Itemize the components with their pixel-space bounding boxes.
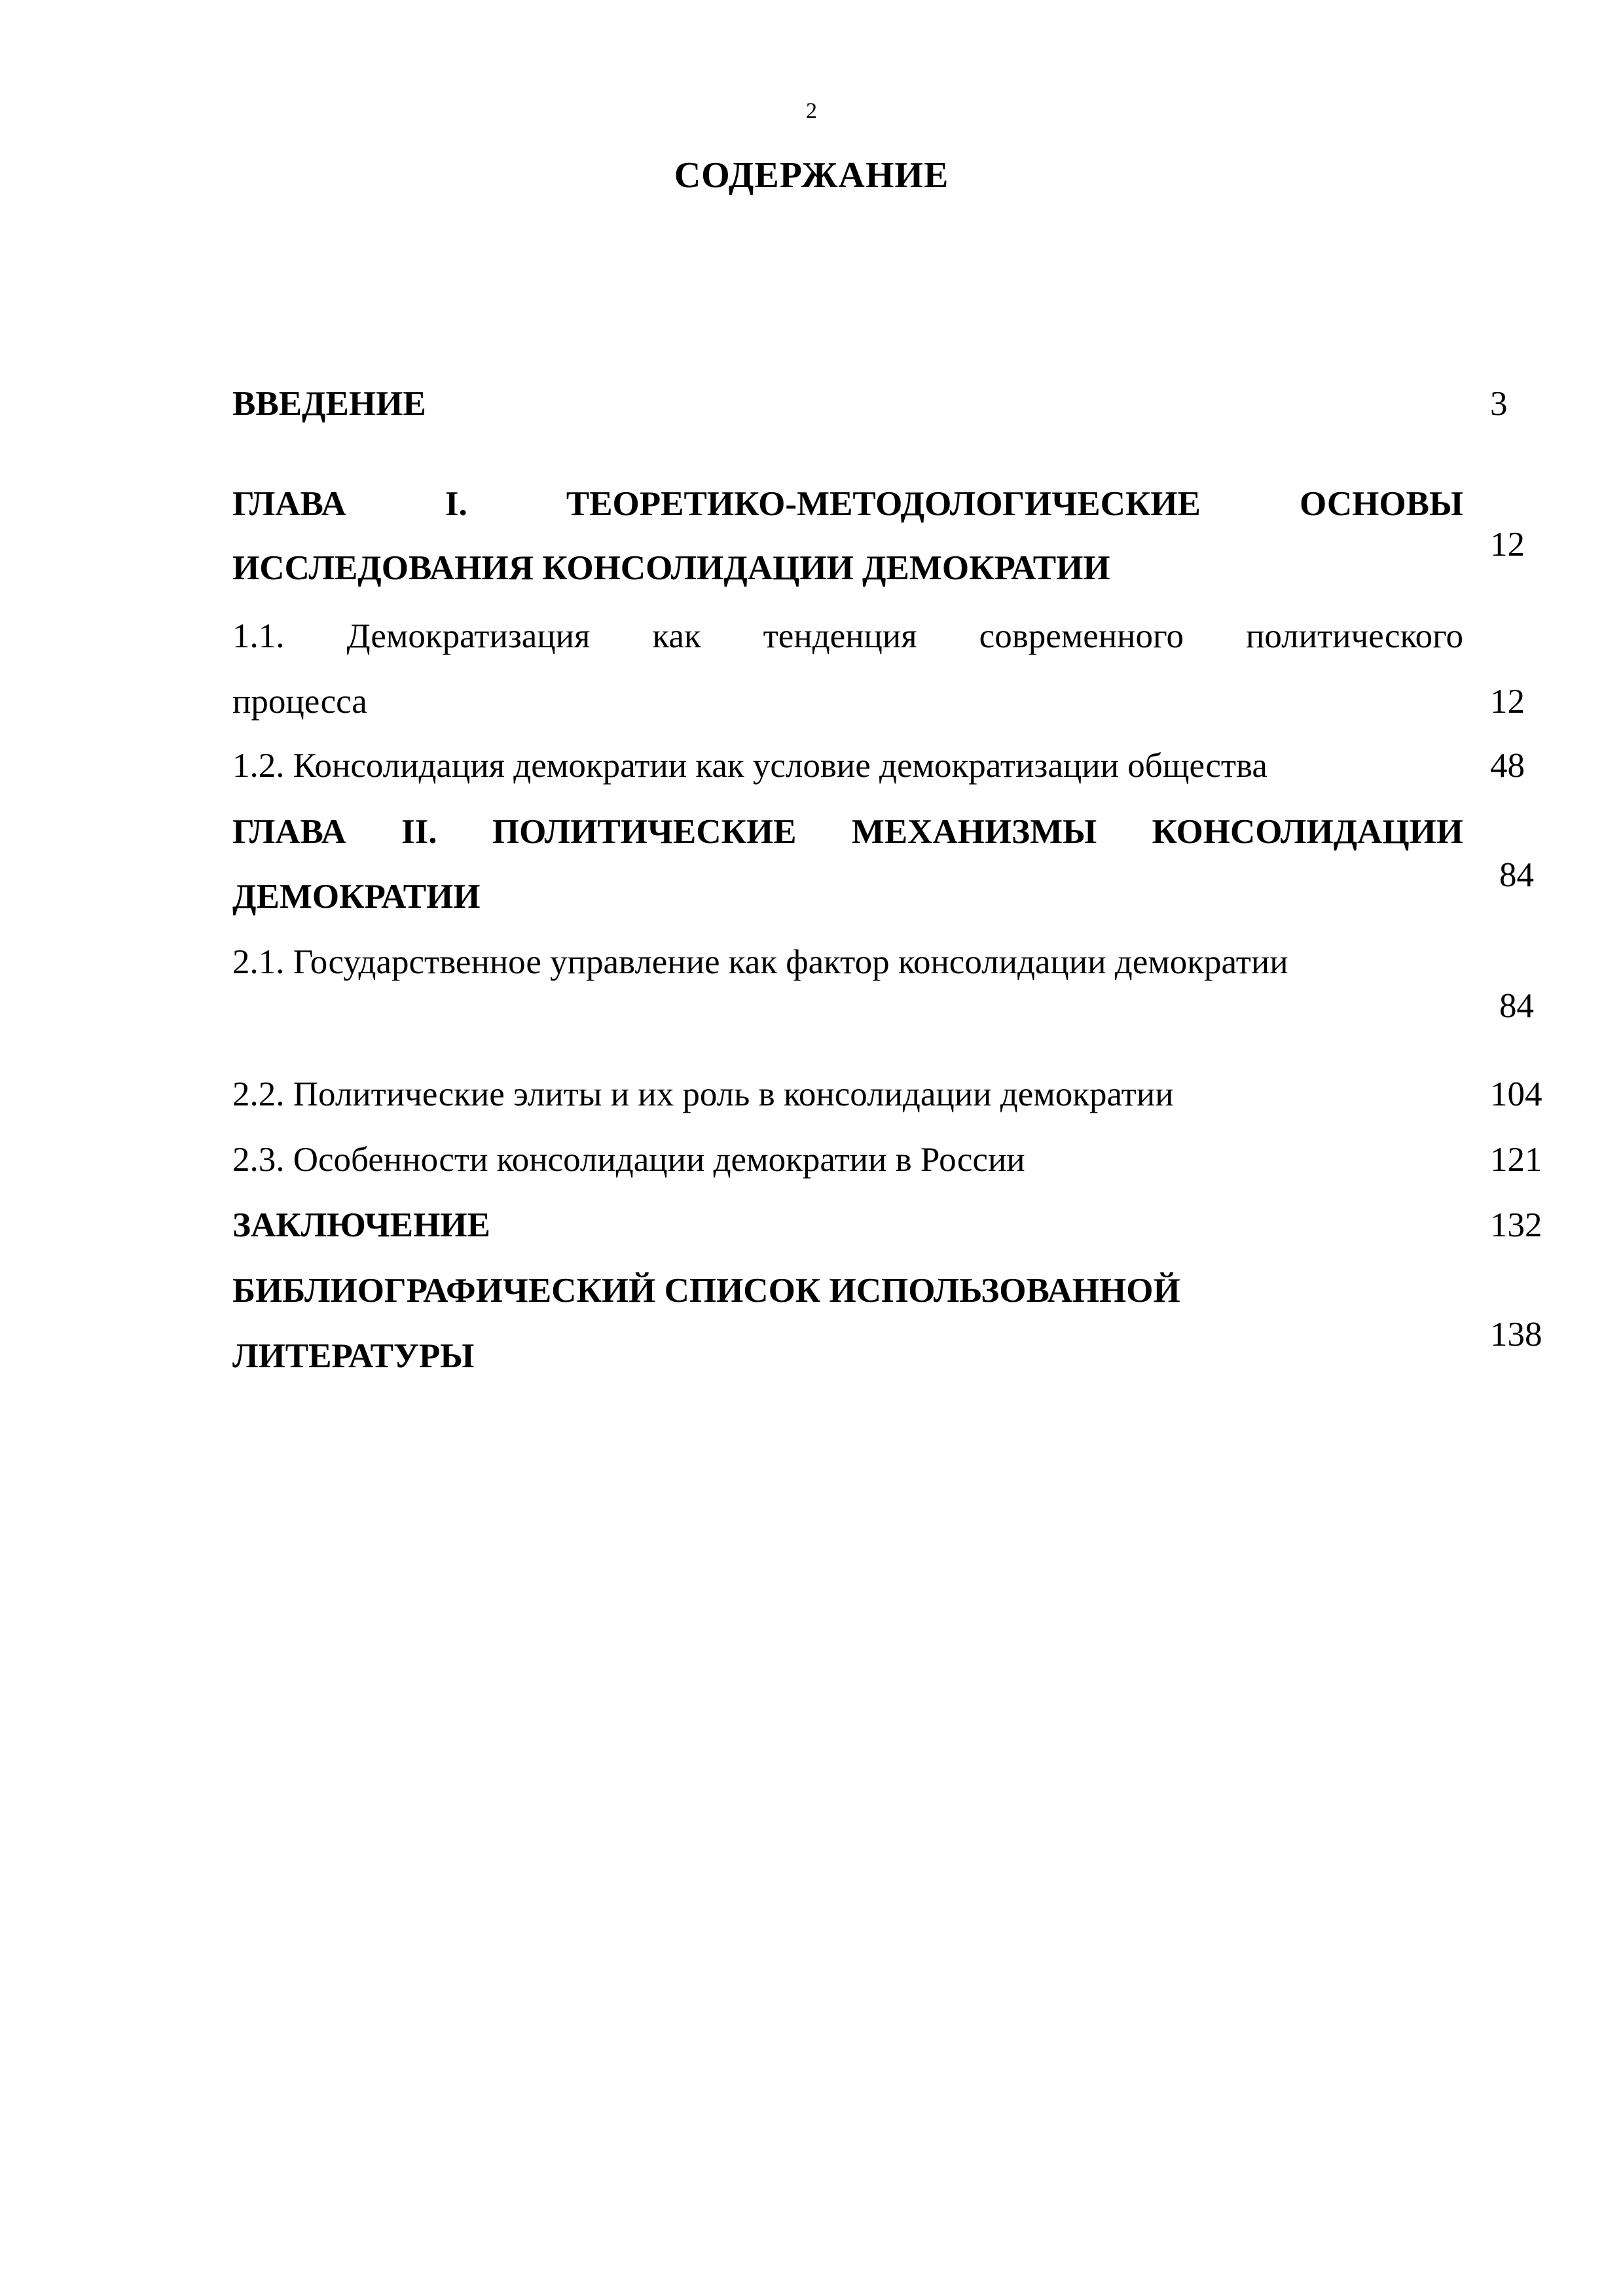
page-title: СОДЕРЖАНИЕ (674, 155, 949, 196)
toc-entry-chapter2-line1: ГЛАВА II. ПОЛИТИЧЕСКИЕ МЕХАНИЗМЫ КОНСОЛИДАЦИИ (232, 813, 1463, 851)
toc-entry-section-2-3: 2.3. Особенности консолидации демократии в России (232, 1141, 1025, 1179)
toc-page-section-1-1: 12 (1490, 683, 1525, 721)
toc-page-conclusion: 132 (1490, 1206, 1542, 1244)
toc-page-section-2-2: 104 (1490, 1075, 1542, 1113)
page-number: 2 (806, 99, 817, 123)
toc-page-chapter1: 12 (1490, 526, 1525, 564)
toc-entry-conclusion: ЗАКЛЮЧЕНИЕ (232, 1206, 490, 1244)
toc-entry-chapter1-line1: ГЛАВА I. ТЕОРЕТИКО-МЕТОДОЛОГИЧЕСКИЕ ОСНОВЫ (232, 485, 1463, 523)
toc-entry-section-2-2: 2.2. Политические элиты и их роль в консолидации демократии (232, 1075, 1174, 1113)
toc-entry-intro (232, 371, 1463, 437)
toc-entry-section-2-1: 2.1. Государственное управление как фактор консолидации демократии (232, 943, 1288, 981)
toc-entry-bibliography-line2: ЛИТЕРАТУРЫ (232, 1337, 475, 1375)
toc-page-chapter2: 84 (1499, 856, 1534, 894)
toc-page-section-2-1: 84 (1499, 987, 1534, 1025)
toc-entry-section-1-2: 1.2. Консолидация демократии как условие демократизации общества (232, 747, 1267, 785)
toc-entry-section-1-1-line1: 1.1. Демократизация как тенденция современного политического (232, 617, 1463, 655)
toc-page-intro: 3 (1490, 385, 1508, 423)
toc-entry-chapter1-line2: ИССЛЕДОВАНИЯ КОНСОЛИДАЦИИ ДЕМОКРАТИИ (232, 549, 1110, 587)
toc-page-section-1-2: 48 (1490, 747, 1525, 785)
toc-page-section-2-3: 121 (1490, 1141, 1542, 1179)
toc-entry-chapter2-line2: ДЕМОКРАТИИ (232, 878, 481, 916)
toc-entry-section-1-1-line2: процесса (232, 683, 367, 721)
toc-page-bibliography: 138 (1490, 1316, 1542, 1354)
toc-entry-bibliography-line1: БИБЛИОГРАФИЧЕСКИЙ СПИСОК ИСПОЛЬЗОВАННОЙ (232, 1272, 1180, 1310)
toc-entry-intro-label: ВВЕДЕНИЕ (232, 385, 426, 423)
